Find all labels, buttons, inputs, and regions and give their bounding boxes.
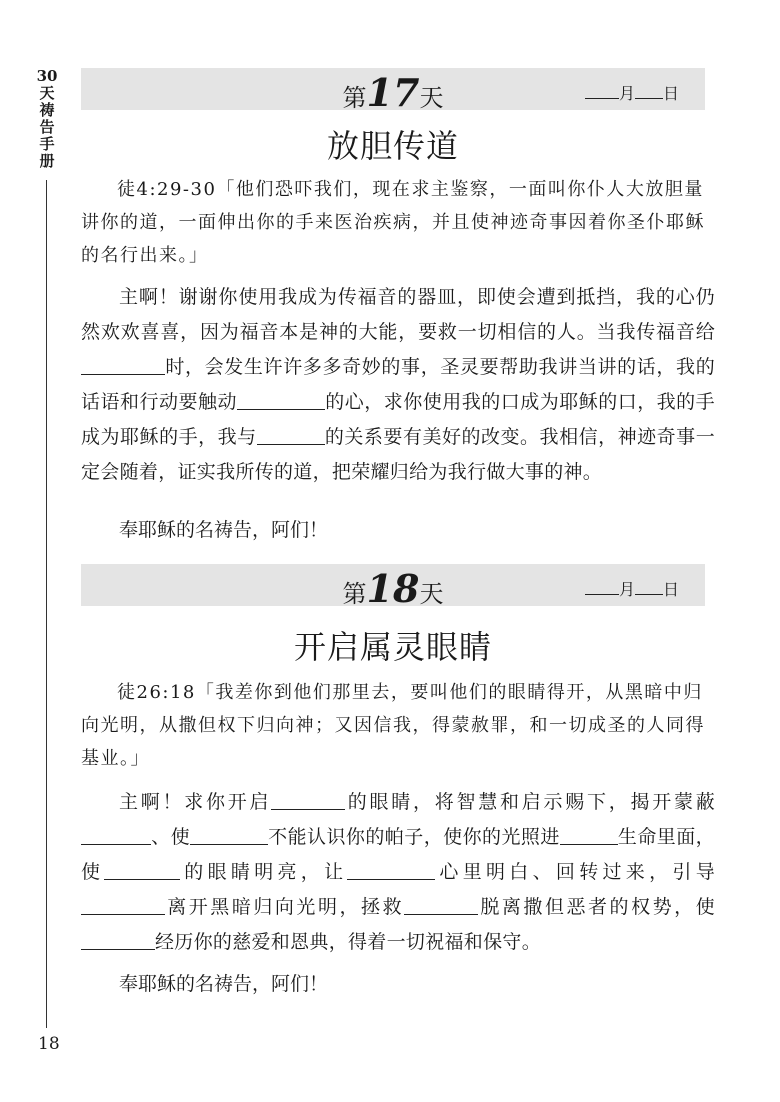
page-number: 18 (38, 1034, 60, 1054)
day-18-closing: 奉耶稣的名祷告，阿们！ (119, 973, 329, 995)
day-17-date-field[interactable]: 月 日 (585, 78, 679, 106)
fill-blank[interactable] (81, 352, 165, 375)
day-blank[interactable] (635, 574, 663, 595)
fill-blank[interactable] (81, 892, 165, 915)
day-17-closing: 奉耶稣的名祷告，阿们！ (119, 519, 329, 541)
month-blank[interactable] (585, 78, 619, 99)
day-17-prayer: 主啊！谢谢你使用我成为传福音的器皿，即使会遭到抵挡，我的心仍然欢欢喜喜，因为福音本是神的大能，要救一切相信的人。当我传福音给时，会发生许许多多奇妙的事，圣灵要帮助我讲当讲的话，我的话语和行动要触动 的心，求你使用我的口成为耶稣的口，我的手成为耶稣的手，我与 的关系要有美好的改变。我相信，神迹奇事一定会随着，证实我所传的道，把荣耀归给为我行做大事的神。 (81, 286, 715, 483)
fill-blank[interactable] (347, 857, 435, 880)
fill-blank[interactable] (104, 857, 180, 880)
day-17-verse: 徒4:29-30「他们恐吓我们，现在求主鉴察，一面叫你仆人大放胆量讲你的道，一面伸出你的手来医治疾病，并且使神迹奇事因着你圣仆耶稣的名行出来。」 (81, 179, 705, 266)
day-17-title: 放胆传道 (326, 127, 459, 165)
day-18-label: 第18天 (342, 566, 444, 611)
day-17-number: 17 (366, 70, 420, 115)
day-18-banner (81, 564, 705, 611)
book-title-vertical: 30天祷告手册 (36, 67, 58, 170)
day-18-number: 18 (366, 566, 420, 611)
day-17-label: 第17天 (342, 70, 444, 115)
fill-blank[interactable] (560, 822, 618, 845)
fill-blank[interactable] (271, 787, 345, 810)
sidebar-rule (46, 180, 47, 1028)
fill-blank[interactable] (81, 822, 151, 845)
fill-blank[interactable] (81, 927, 155, 950)
fill-blank[interactable] (404, 892, 478, 915)
fill-blank[interactable] (257, 422, 325, 445)
day-18-title: 开启属灵眼睛 (293, 628, 492, 666)
day-18-prayer: 主啊！求你开启 的眼睛，将智慧和启示赐下，揭开蒙蔽、使 不能认识你的帕子，使你的光照进 生命里面，使 的眼睛明亮，让 心里明白、回转过来，引导离开黑暗归向光明，拯救 脱离撒但恶者的权势，使经历你的慈爱和恩典，得着一切祝福和保守。 (81, 785, 715, 960)
day-blank[interactable] (635, 78, 663, 99)
fill-blank[interactable] (237, 387, 325, 410)
day-17-banner (81, 68, 705, 115)
day-18-verse: 徒26:18「我差你到他们那里去，要叫他们的眼睛得开，从黑暗中归向光明，从撒但权下归向神；又因信我，得蒙赦罪，和一切成圣的人同得基业。」 (81, 682, 705, 769)
month-blank[interactable] (585, 574, 619, 595)
day-18-date-field[interactable]: 月 日 (585, 574, 679, 602)
fill-blank[interactable] (190, 822, 268, 845)
